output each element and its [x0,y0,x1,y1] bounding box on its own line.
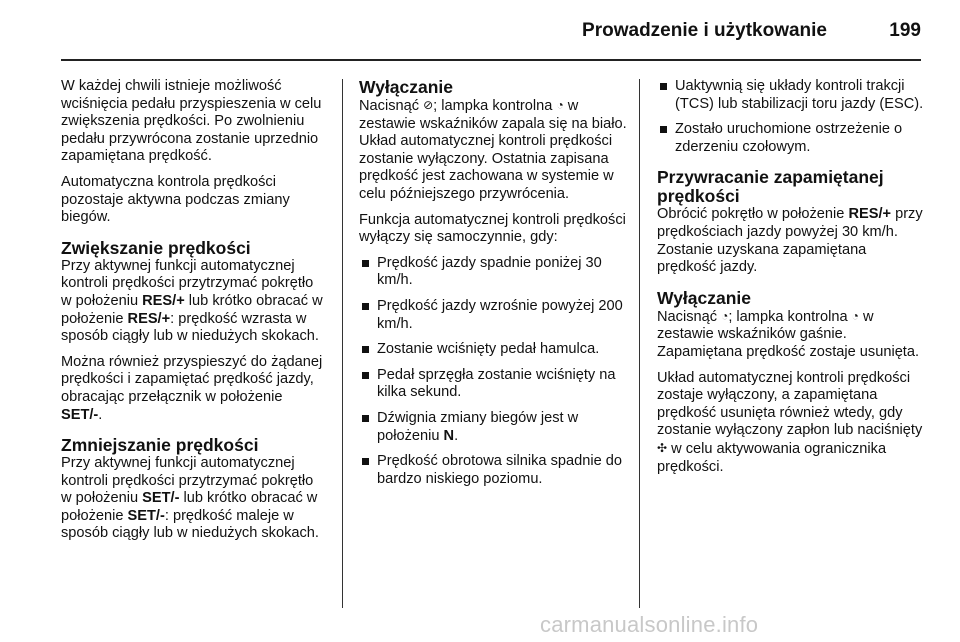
list-item: Prędkość jazdy wzrośnie powyżej 200 km/h. [359,298,629,333]
paragraph-increase: Przy aktywnej funkcji automatycznej kontroli prędkości przytrzymać pokrętło w położeniu RES/+ lub krótko obracać w położenie RES/+: prędkość wzrasta w sposób ciągły lub w niedużych skokach. [61,257,323,345]
column-divider-2 [639,79,640,608]
cruise-control-icon: ◔ [556,98,564,112]
paragraph-switch-off: Nacisnąć ⊘; lampka kontrolna ◔ w zestawie wskaźników zapala się na biało. Układ automatycznej kontroli prędkości zostanie wyłączony. Ostatnia zapisana prędkość jest zachowana w systemie w celu późniejszego przywrócenia. [359,98,627,202]
page-header [0,0,960,48]
heading-increase-speed: Zwiększanie prędkości [61,237,251,258]
speed-limiter-icon: ✣ [657,440,668,455]
column-1 [61,78,327,551]
heading-switch-off: Wyłączanie [359,77,454,97]
column-3 [657,78,929,484]
paragraph-deactivation: Układ automatycznej kontroli prędkości zostaje wyłączony, a zapamiętana prędkość usunięta również wtedy, gdy zostanie wyłączony zapłon lub naciśnięty ✣ w celu aktywowania ogranicznika prędkości. [657,369,923,475]
list-item: Uaktywnią się układy kontroli trakcji (TCS) lub stabilizacji toru jazdy (ESC). [657,78,929,113]
heading-restore-speed: Przywracanie zapamiętanej prędkości [657,167,884,207]
column-divider-1 [342,79,343,608]
page-number: 199 [889,20,921,41]
list-item: Zostanie wciśnięty pedał hamulca. [359,341,629,359]
cruise-control-icon: ◔ [851,308,859,323]
list-item: Prędkość obrotowa silnika spadnie do bardzo niskiego poziomu. [359,453,629,488]
heading-switch-off-2: Wyłączanie [657,287,752,308]
cruise-control-icon: ◔ [721,308,729,323]
header-rule [61,59,921,61]
paragraph-resume-accel: W każdej chwili istnieje możliwość wciśnięcia pedału przyspieszenia w celu zwiększenia prędkości. Po zwolnieniu pedału przywrócona zostanie uprzednio zapamiętana prędkość. [61,78,322,165]
auto-off-list-continued [657,78,929,156]
paragraph-auto-off-intro: Funkcja automatycznej kontroli prędkości wyłączy się samoczynnie, gdy: [359,211,626,246]
paragraph-gear-change: Automatyczna kontrola prędkości pozostaje aktywna podczas zmiany biegów. [61,173,290,226]
paragraph-decrease: Przy aktywnej funkcji automatycznej kontroli prędkości przytrzymać pokrętło w położeniu SET/- lub krótko obracać w położenie SET/-: prędkość maleje w sposób ciągły lub w niedużych skokach. [61,455,319,542]
watermark: carmanualsonline.info [540,612,759,637]
auto-off-list [359,255,629,489]
page-title: Prowadzenie i użytkowanie [582,20,827,41]
column-2 [359,78,629,496]
paragraph-switch-off-2: Nacisnąć ◔; lampka kontrolna ◔ w zestawie wskaźników gaśnie. Zapamiętana prędkość zostaje usunięta. [657,308,920,360]
paragraph-restore: Obrócić pokrętło w położenie RES/+ przy prędkościach jazdy powyżej 30 km/h. Zostanie uzyskana zapamiętana prędkość jazdy. [657,206,923,276]
list-item: Pedał sprzęgła zostanie wciśnięty na kilka sekund. [359,367,629,402]
list-item: Dźwignia zmiany biegów jest w położeniu N. [359,410,629,445]
list-item: Zostało uruchomione ostrzeżenie o zderzeniu czołowym. [657,121,929,156]
cruise-off-icon: ⊘ [423,98,434,112]
list-item: Prędkość jazdy spadnie poniżej 30 km/h. [359,255,629,290]
heading-decrease-speed: Zmniejszanie prędkości [61,435,259,456]
paragraph-increase-2: Można również przyspieszyć do żądanej prędkości i zapamiętać prędkość jazdy, obracając przełącznik w położenie SET/-. [61,353,323,423]
